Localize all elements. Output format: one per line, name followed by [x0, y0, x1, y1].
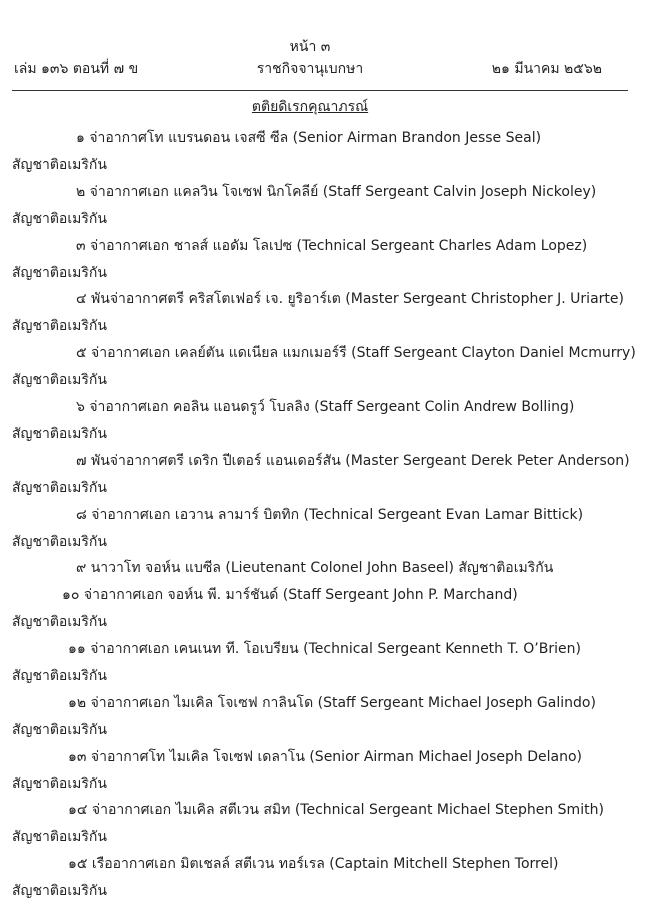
recipient-entry: [12, 585, 632, 632]
nationality: สัญชาติอเมริกัน: [12, 533, 107, 550]
nationality: สัญชาติอเมริกัน: [12, 775, 107, 792]
nationality: สัญชาติอเมริกัน: [12, 883, 107, 900]
volume-issue: เล่ม ๑๓๖ ตอนที่ ๗ ข: [14, 61, 139, 77]
recipient-entry: [12, 693, 632, 740]
recipient-name: ๑๐ จ่าอากาศเอก จอห์น พี. มาร์ชันด์ (Staff Sergeant John P. Marchand): [62, 587, 518, 604]
recipient-entry: [12, 128, 632, 175]
page-number: หน้า ๓: [289, 39, 331, 55]
recipient-name: ๑๔ จ่าอากาศเอก ไมเคิล สตีเวน สมิท (Technical Sergeant Michael Stephen Smith): [68, 802, 604, 819]
recipient-entry: [12, 289, 632, 336]
header-divider: [12, 90, 628, 91]
nationality: สัญชาติอเมริกัน: [12, 157, 107, 173]
recipient-entry: [12, 451, 632, 498]
nationality: สัญชาติอเมริกัน: [12, 264, 107, 281]
recipient-entry: [12, 639, 632, 686]
recipient-entry: [12, 558, 632, 578]
nationality: สัญชาติอเมริกัน: [12, 721, 107, 738]
recipient-name: ๑๕ เรืออากาศเอก มิตเชลล์ สตีเวน ทอร์เรล (Captain Mitchell Stephen Torrel): [68, 856, 559, 873]
recipient-name: ๑ จ่าอากาศโท แบรนดอน เจสซี ซีล (Senior Airman Brandon Jesse Seal): [76, 130, 542, 146]
recipient-entry: [12, 854, 632, 901]
journal-title: ราชกิจจานุเบกษา: [256, 61, 364, 77]
recipient-entry: [12, 182, 632, 229]
recipient-name: ๔ พันจ่าอากาศตรี คริสโตเฟอร์ เจ. ยูริอาร์เต (Master Sergeant Christopher J. Uriarte): [76, 291, 624, 308]
nationality: สัญชาติอเมริกัน: [12, 318, 107, 335]
recipient-entry: [12, 236, 632, 283]
publication-date: ๒๑ มีนาคม ๒๕๖๒: [491, 61, 602, 77]
recipient-entry: [12, 505, 632, 552]
recipient-entry: [12, 800, 632, 847]
nationality: สัญชาติอเมริกัน: [12, 614, 107, 631]
recipient-name: ๖ จ่าอากาศเอก คอลิน แอนดรูว์ โบลลิง (Staff Sergeant Colin Andrew Bolling): [76, 399, 575, 415]
nationality: สัญชาติอเมริกัน: [12, 372, 107, 389]
recipient-entry: [12, 397, 632, 444]
recipient-entry: [12, 747, 632, 794]
recipient-name: ๘ จ่าอากาศเอก เอวาน ลามาร์ บิตทิก (Technical Sergeant Evan Lamar Bittick): [76, 506, 584, 523]
recipient-name: ๙ นาวาโท จอห์น แบซีล (Lieutenant Colonel John Baseel) สัญชาติอเมริกัน: [76, 560, 554, 577]
recipient-name: ๓ จ่าอากาศเอก ชาลส์ แอดัม โลเปซ (Technical Sergeant Charles Adam Lopez): [76, 237, 588, 254]
nationality: สัญชาติอเมริกัน: [12, 426, 107, 442]
recipient-entry: [12, 343, 636, 390]
nationality: สัญชาติอเมริกัน: [12, 668, 107, 684]
recipient-name: ๑๑ จ่าอากาศเอก เคนเนท ที. โอเบรียน (Technical Sergeant Kenneth T. O’Brien): [68, 641, 581, 657]
recipient-name: ๒ จ่าอากาศเอก แคลวิน โจเซฟ นิกโคลีย์ (Staff Sergeant Calvin Joseph Nickoley): [76, 183, 597, 200]
nationality: สัญชาติอเมริกัน: [12, 829, 107, 846]
recipient-name: ๑๓ จ่าอากาศโท ไมเคิล โจเซฟ เดลาโน (Senior Airman Michael Joseph Delano): [68, 748, 583, 765]
nationality: สัญชาติอเมริกัน: [12, 210, 107, 227]
recipient-name: ๕ จ่าอากาศเอก เคลย์ตัน แดเนียล แมกเมอร์รี (Staff Sergeant Clayton Daniel Mcmurry): [76, 345, 636, 362]
nationality: สัญชาติอเมริกัน: [12, 479, 107, 496]
recipient-name: ๑๒ จ่าอากาศเอก ไมเคิล โจเซฟ กาลินโด (Staff Sergeant Michael Joseph Galindo): [68, 694, 596, 711]
recipient-name: ๗ พันจ่าอากาศตรี เดริก ปีเตอร์ แอนเดอร์สัน (Master Sergeant Derek Peter Anderson): [76, 452, 630, 469]
section-title: ตติยดิเรกคุณาภรณ์: [251, 99, 369, 115]
